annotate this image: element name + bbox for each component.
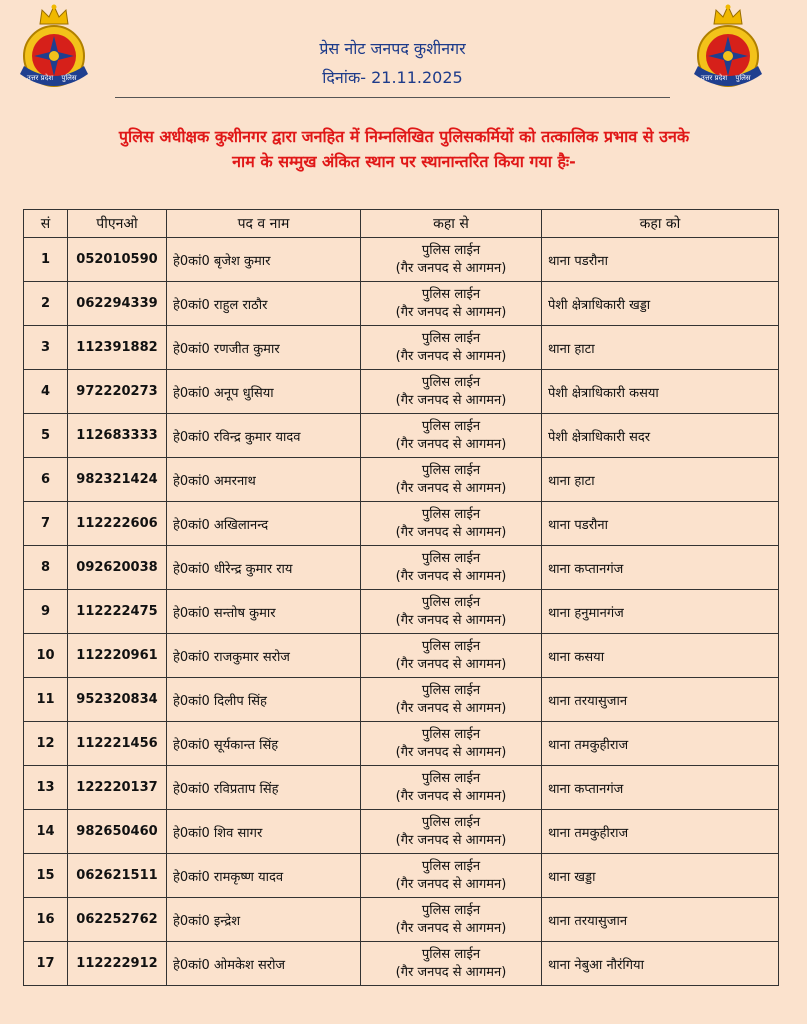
intro-notice xyxy=(14,124,794,174)
row-to-location: थाना तमकुहीराज xyxy=(542,722,779,766)
row-from-location xyxy=(361,854,542,898)
from-line-2: (गैर जनपद से आगमन) xyxy=(395,832,507,848)
row-from-location xyxy=(361,414,542,458)
from-line-2: (गैर जनपद से आगमन) xyxy=(395,304,507,320)
transfer-table xyxy=(23,209,779,986)
row-rank-name: हे0कां0 अमरनाथ xyxy=(167,458,361,502)
row-to-location: थाना पडरौना xyxy=(542,238,779,282)
row-from-location xyxy=(361,238,542,282)
row-rank-name: हे0कां0 राहुल राठौर xyxy=(167,282,361,326)
row-from-location xyxy=(361,898,542,942)
row-pno: 062621511 xyxy=(68,854,167,898)
up-police-emblem-right xyxy=(686,2,770,98)
table-row xyxy=(24,502,779,546)
row-from-location xyxy=(361,458,542,502)
svg-text:पुलिस: पुलिस xyxy=(735,74,751,82)
row-rank-name: हे0कां0 रविप्रताप सिंह xyxy=(167,766,361,810)
row-rank-name: हे0कां0 रामकृष्ण यादव xyxy=(167,854,361,898)
table-row xyxy=(24,942,779,986)
from-line-2: (गैर जनपद से आगमन) xyxy=(395,260,507,276)
row-rank-name: हे0कां0 सूर्यकान्त सिंह xyxy=(167,722,361,766)
row-from-location xyxy=(361,546,542,590)
table-header-row xyxy=(24,210,779,238)
row-pno: 982650460 xyxy=(68,810,167,854)
row-to-location: थाना कप्तानगंज xyxy=(542,546,779,590)
emblem-crown xyxy=(40,5,68,25)
from-line-1: पुलिस लाईन xyxy=(421,374,481,390)
row-pno: 052010590 xyxy=(68,238,167,282)
row-serial-number: 14 xyxy=(24,810,68,854)
from-line-1: पुलिस लाईन xyxy=(421,286,481,302)
row-pno: 112222912 xyxy=(68,942,167,986)
row-from-location xyxy=(361,678,542,722)
table-row xyxy=(24,370,779,414)
from-line-1: पुलिस लाईन xyxy=(421,858,481,874)
from-line-2: (गैर जनपद से आगमन) xyxy=(395,524,507,540)
table-row xyxy=(24,282,779,326)
table-row xyxy=(24,766,779,810)
intro-line-2: नाम के सम्मुख अंकित स्थान पर स्थानान्तरित किया गया हैः- xyxy=(232,152,576,171)
col-header-from: कहा से xyxy=(361,210,542,238)
row-rank-name: हे0कां0 बृजेश कुमार xyxy=(167,238,361,282)
row-pno: 972220273 xyxy=(68,370,167,414)
row-pno: 122220137 xyxy=(68,766,167,810)
row-serial-number: 7 xyxy=(24,502,68,546)
row-from-location xyxy=(361,766,542,810)
svg-text:उत्तर प्रदेश: उत्तर प्रदेश xyxy=(26,74,54,82)
row-pno: 092620038 xyxy=(68,546,167,590)
row-from-location xyxy=(361,634,542,678)
from-line-2: (गैर जनपद से आगमन) xyxy=(395,656,507,672)
row-serial-number: 5 xyxy=(24,414,68,458)
press-note-header xyxy=(115,38,670,90)
row-serial-number: 15 xyxy=(24,854,68,898)
row-serial-number: 11 xyxy=(24,678,68,722)
col-header-to: कहा को xyxy=(542,210,779,238)
row-serial-number: 4 xyxy=(24,370,68,414)
row-serial-number: 10 xyxy=(24,634,68,678)
table-row xyxy=(24,634,779,678)
table-row xyxy=(24,678,779,722)
row-from-location xyxy=(361,722,542,766)
row-serial-number: 17 xyxy=(24,942,68,986)
row-rank-name: हे0कां0 अनूप धुसिया xyxy=(167,370,361,414)
from-line-1: पुलिस लाईन xyxy=(421,726,481,742)
up-police-emblem-left xyxy=(12,2,96,98)
row-pno: 062252762 xyxy=(68,898,167,942)
from-line-1: पुलिस लाईन xyxy=(421,330,481,346)
row-pno: 112683333 xyxy=(68,414,167,458)
from-line-1: पुलिस लाईन xyxy=(421,506,481,522)
from-line-1: पुलिस लाईन xyxy=(421,682,481,698)
table-row xyxy=(24,238,779,282)
row-from-location xyxy=(361,326,542,370)
row-to-location: थाना तमकुहीराज xyxy=(542,810,779,854)
from-line-1: पुलिस लाईन xyxy=(421,550,481,566)
row-rank-name: हे0कां0 अखिलानन्द xyxy=(167,502,361,546)
from-line-1: पुलिस लाईन xyxy=(421,902,481,918)
press-note-date: दिनांक- 21.11.2025 xyxy=(322,68,463,87)
from-line-1: पुलिस लाईन xyxy=(421,814,481,830)
row-serial-number: 8 xyxy=(24,546,68,590)
row-to-location: थाना तरयासुजान xyxy=(542,898,779,942)
row-serial-number: 3 xyxy=(24,326,68,370)
press-note-title: प्रेस नोट जनपद कुशीनगर xyxy=(319,39,466,58)
row-from-location xyxy=(361,590,542,634)
row-pno: 112220961 xyxy=(68,634,167,678)
from-line-2: (गैर जनपद से आगमन) xyxy=(395,348,507,364)
row-serial-number: 2 xyxy=(24,282,68,326)
row-from-location xyxy=(361,942,542,986)
intro-line-1: पुलिस अधीक्षक कुशीनगर द्वारा जनहित में निम्नलिखित पुलिसकर्मियों को तत्कालिक प्रभाव से उनके xyxy=(118,127,690,146)
row-pno: 112391882 xyxy=(68,326,167,370)
from-line-2: (गैर जनपद से आगमन) xyxy=(395,568,507,584)
row-to-location: पेशी क्षेत्राधिकारी खड्डा xyxy=(542,282,779,326)
table-row xyxy=(24,590,779,634)
row-rank-name: हे0कां0 राजकुमार सरोज xyxy=(167,634,361,678)
from-line-2: (गैर जनपद से आगमन) xyxy=(395,788,507,804)
table-row xyxy=(24,326,779,370)
header-divider xyxy=(115,97,670,98)
row-to-location: थाना कसया xyxy=(542,634,779,678)
col-header-name: पद व नाम xyxy=(167,210,361,238)
row-to-location: थाना नेबुआ नौरंगिया xyxy=(542,942,779,986)
row-rank-name: हे0कां0 रणजीत कुमार xyxy=(167,326,361,370)
from-line-2: (गैर जनपद से आगमन) xyxy=(395,480,507,496)
row-rank-name: हे0कां0 इन्द्रेश xyxy=(167,898,361,942)
table-row xyxy=(24,854,779,898)
row-from-location xyxy=(361,502,542,546)
row-pno: 112222606 xyxy=(68,502,167,546)
row-pno: 062294339 xyxy=(68,282,167,326)
from-line-1: पुलिस लाईन xyxy=(421,594,481,610)
from-line-2: (गैर जनपद से आगमन) xyxy=(395,700,507,716)
row-from-location xyxy=(361,282,542,326)
row-to-location: थाना हाटा xyxy=(542,458,779,502)
table-row xyxy=(24,546,779,590)
row-to-location: थाना हनुमानगंज xyxy=(542,590,779,634)
row-from-location xyxy=(361,810,542,854)
row-rank-name: हे0कां0 रविन्द्र कुमार यादव xyxy=(167,414,361,458)
row-to-location: थाना खड्डा xyxy=(542,854,779,898)
row-to-location: थाना पडरौना xyxy=(542,502,779,546)
row-pno: 112221456 xyxy=(68,722,167,766)
row-serial-number: 13 xyxy=(24,766,68,810)
from-line-1: पुलिस लाईन xyxy=(421,638,481,654)
table-row xyxy=(24,458,779,502)
table-row xyxy=(24,898,779,942)
row-rank-name: हे0कां0 दिलीप सिंह xyxy=(167,678,361,722)
col-header-pno: पीएनओ xyxy=(68,210,167,238)
emblem-crown xyxy=(714,5,742,25)
from-line-1: पुलिस लाईन xyxy=(421,418,481,434)
from-line-1: पुलिस लाईन xyxy=(421,770,481,786)
row-rank-name: हे0कां0 सन्तोष कुमार xyxy=(167,590,361,634)
row-to-location: थाना कप्तानगंज xyxy=(542,766,779,810)
from-line-1: पुलिस लाईन xyxy=(421,462,481,478)
from-line-2: (गैर जनपद से आगमन) xyxy=(395,964,507,980)
col-header-sn: सं xyxy=(24,210,68,238)
from-line-2: (गैर जनपद से आगमन) xyxy=(395,876,507,892)
row-serial-number: 6 xyxy=(24,458,68,502)
row-rank-name: हे0कां0 धीरेन्द्र कुमार राय xyxy=(167,546,361,590)
row-rank-name: हे0कां0 ओमकेश सरोज xyxy=(167,942,361,986)
row-serial-number: 1 xyxy=(24,238,68,282)
from-line-2: (गैर जनपद से आगमन) xyxy=(395,920,507,936)
table-row xyxy=(24,414,779,458)
row-pno: 952320834 xyxy=(68,678,167,722)
svg-text:पुलिस: पुलिस xyxy=(61,74,77,82)
table-row xyxy=(24,810,779,854)
from-line-2: (गैर जनपद से आगमन) xyxy=(395,436,507,452)
row-to-location: थाना हाटा xyxy=(542,326,779,370)
row-pno: 982321424 xyxy=(68,458,167,502)
svg-text:उत्तर प्रदेश: उत्तर प्रदेश xyxy=(700,74,728,82)
row-serial-number: 16 xyxy=(24,898,68,942)
from-line-2: (गैर जनपद से आगमन) xyxy=(395,744,507,760)
table-row xyxy=(24,722,779,766)
row-rank-name: हे0कां0 शिव सागर xyxy=(167,810,361,854)
from-line-1: पुलिस लाईन xyxy=(421,946,481,962)
row-to-location: थाना तरयासुजान xyxy=(542,678,779,722)
row-from-location xyxy=(361,370,542,414)
from-line-1: पुलिस लाईन xyxy=(421,242,481,258)
row-pno: 112222475 xyxy=(68,590,167,634)
from-line-2: (गैर जनपद से आगमन) xyxy=(395,612,507,628)
row-serial-number: 12 xyxy=(24,722,68,766)
row-to-location: पेशी क्षेत्राधिकारी सदर xyxy=(542,414,779,458)
from-line-2: (गैर जनपद से आगमन) xyxy=(395,392,507,408)
row-to-location: पेशी क्षेत्राधिकारी कसया xyxy=(542,370,779,414)
row-serial-number: 9 xyxy=(24,590,68,634)
